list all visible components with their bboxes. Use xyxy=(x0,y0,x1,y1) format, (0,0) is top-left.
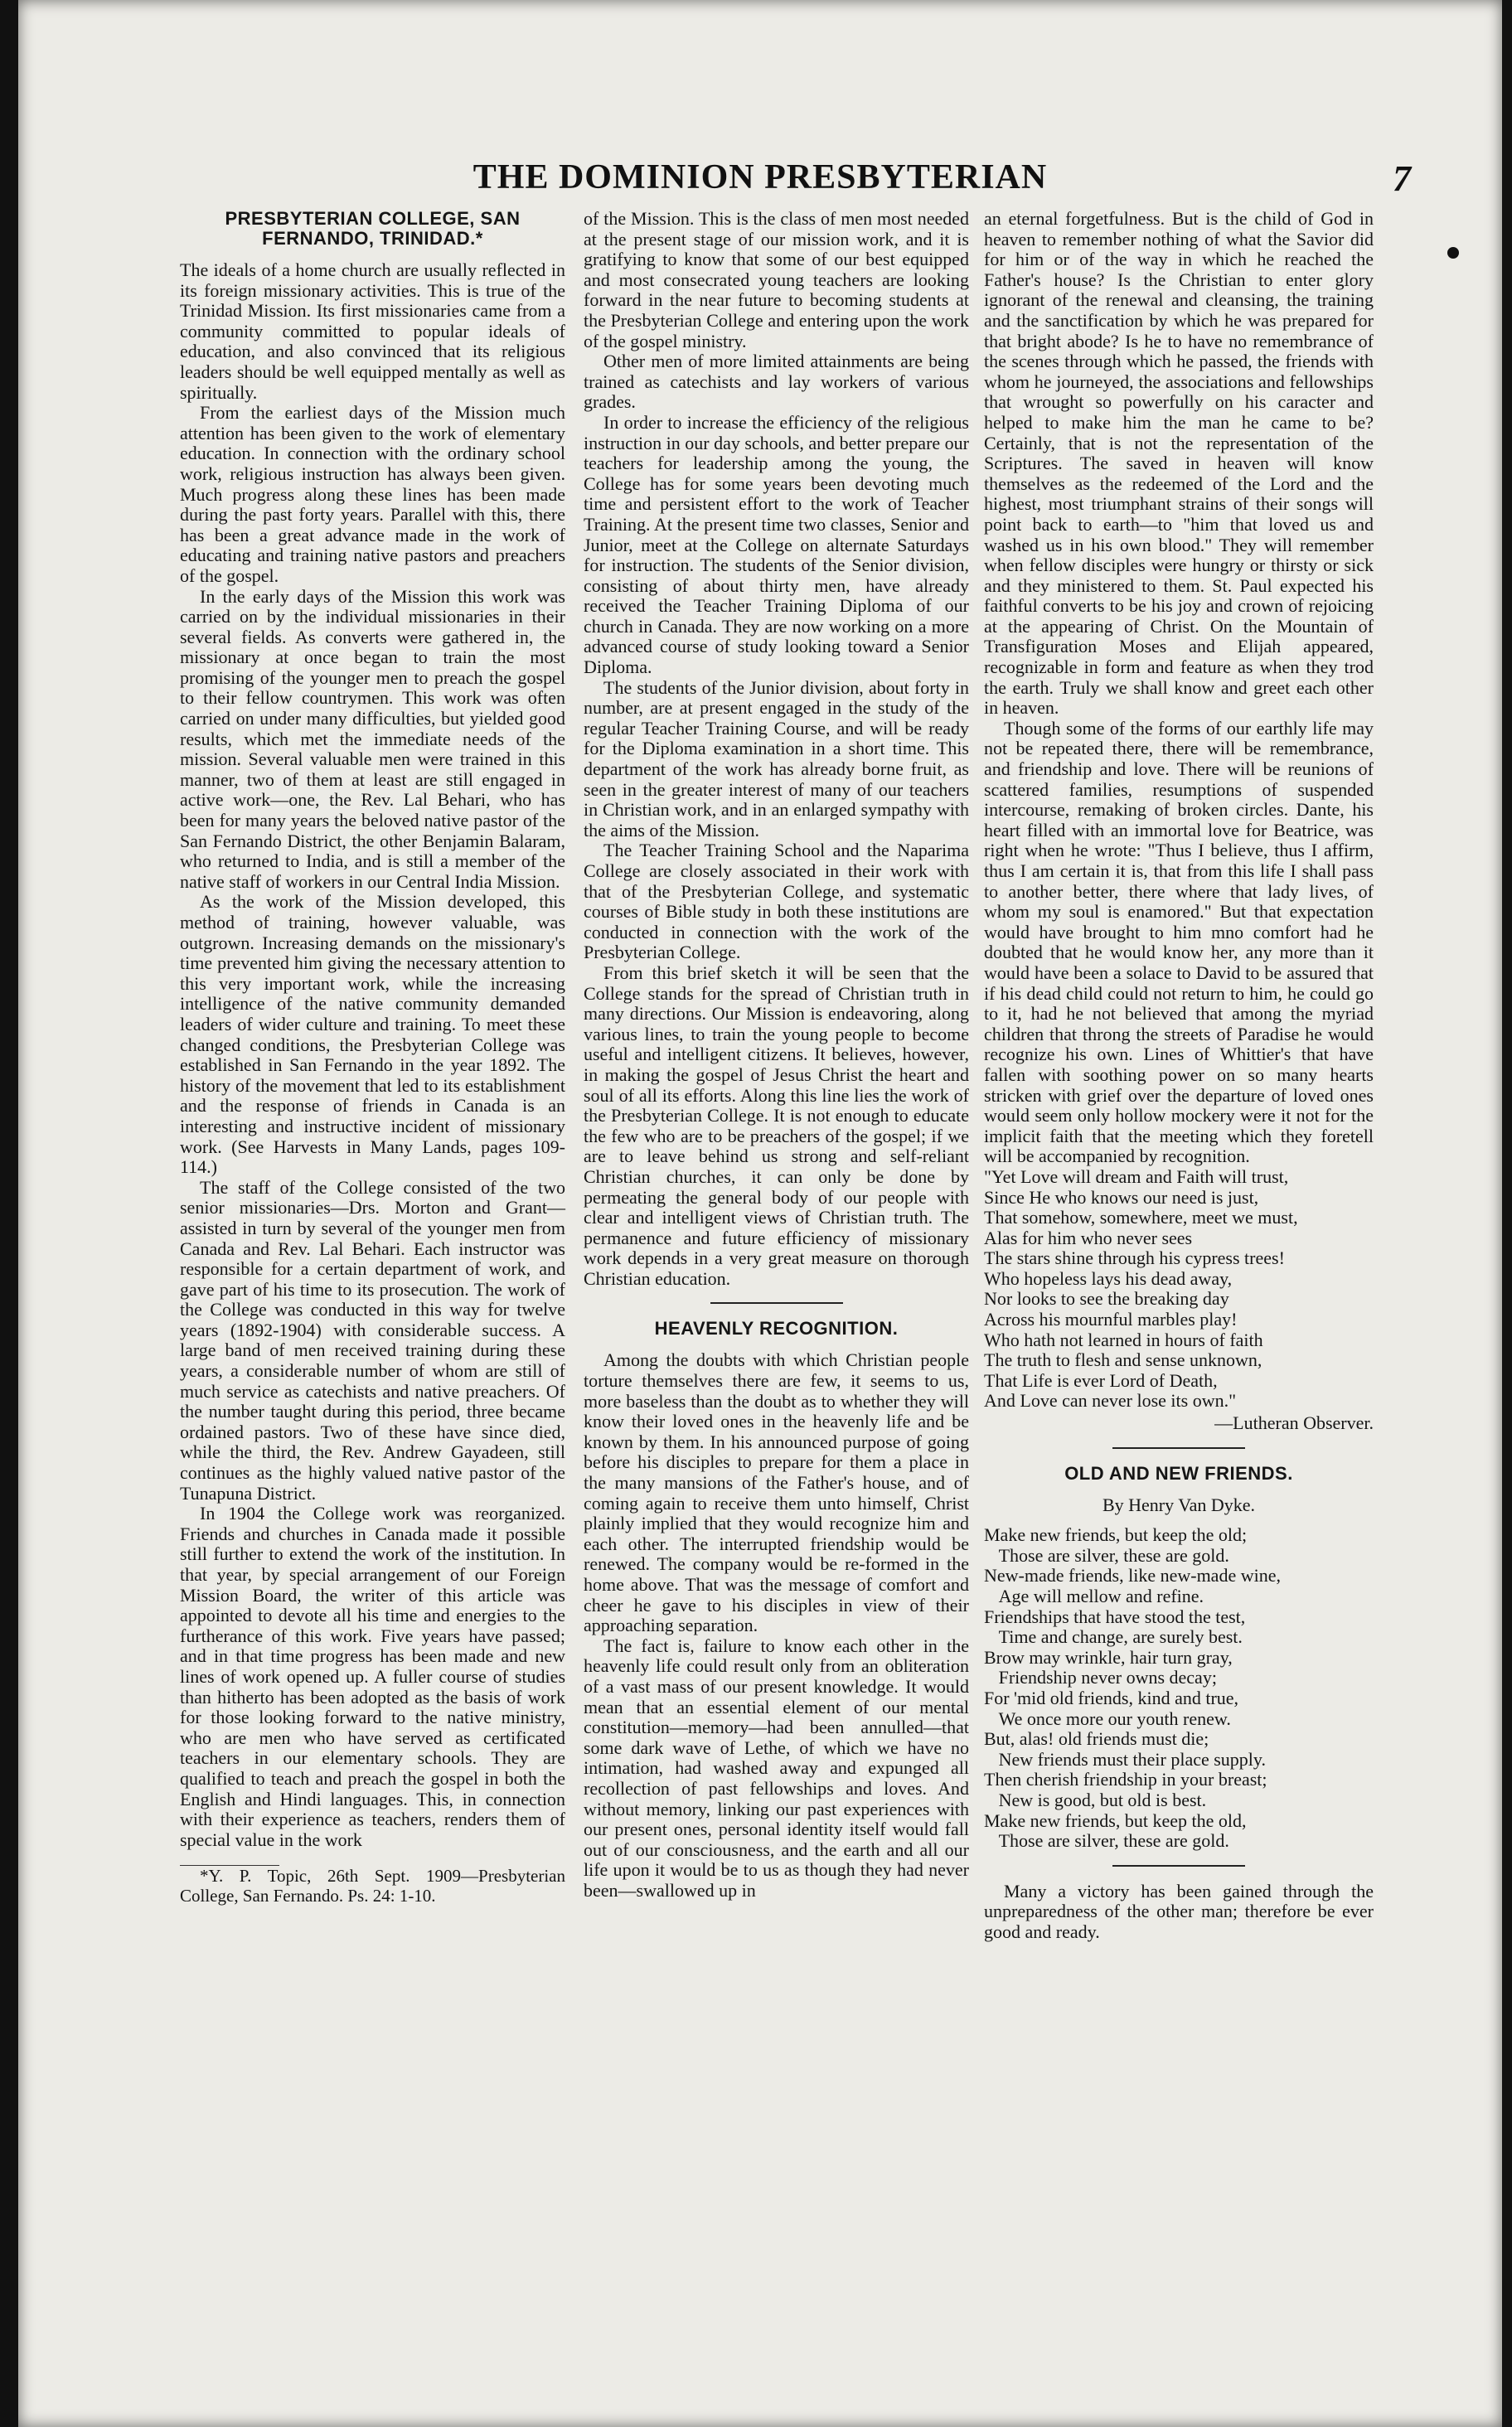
poem-line: Make new friends, but keep the old; xyxy=(984,1524,1248,1546)
poem-line: Then cherish friendship in your breast; xyxy=(984,1769,1267,1790)
poem-line: New-made friends, like new-made wine, xyxy=(984,1565,1281,1587)
poem-line: For 'mid old friends, kind and true, xyxy=(984,1687,1239,1708)
poem-line: Brow may wrinkle, hair turn gray, xyxy=(984,1646,1233,1668)
poem-line: That Life is ever Lord of Death, xyxy=(984,1369,1218,1391)
article-heading-friends: OLD AND NEW FRIENDS. xyxy=(1064,1462,1293,1484)
article-paragraph: The ideals of a home church are usually reflected in its foreign missionary activities. This is true of the Trinidad Mission. Its first missionaries came from a community committed to popular ideals of education, and also convinced that its religious leaders should be well equipped mentally as well as spiritually. xyxy=(180,259,565,403)
poem-line: Who hopeless lays his dead away, xyxy=(984,1267,1233,1289)
poem-line: "Yet Love will dream and Faith will trust, xyxy=(984,1165,1289,1187)
ink-dot xyxy=(1447,247,1459,259)
closing-paragraph: Many a victory has been gained through the unpreparedness of the other man; therefore be ever good and ready. xyxy=(984,1880,1374,1942)
poem-line: Nor looks to see the breaking day xyxy=(984,1288,1229,1310)
article-paragraph: Though some of the forms of our earthly life may not be repeated there, there will be remembrance, and friendship and love. There will be reunions of scattered families, resumptions of suspended intercourse, remaking of broken circles. Dante, his heart filled with an immortal love for Beatrice, was right when he wrote: "Thus I believe, thus I affirm, thus I am certain it is, that from this life I shall pass to another better, there where that lady lives, of whom my soul is enamored." But that expectation would have brought to him mno comfort had he doubted that he would know her, any more than it would have been a solace to David to be assured that if his dead child could not return to him, he could go to it, had he not believed that among the myriad children that throng the streets of Paradise he would recognize his own. Lines of Whittier's that have fallen with soothing power on so many hearts stricken with grief over the departure of loved ones would seem only hollow mockery were it not for the implicit faith that the meeting which they foretell will be accompanied by recognition. xyxy=(984,717,1374,1167)
poem-line: New is good, but old is best. xyxy=(998,1789,1207,1810)
poem-line: Friendships that have stood the test, xyxy=(984,1606,1246,1627)
article-paragraph: The staff of the College consisted of the two senior missionaries—Drs. Morton and Grant—assisted in turn by several of the younger men from Canada and Rev. Lal Behari. Each instructor was responsible for a certain department of work, and gave part of his time to its prosecution. The work of the College was conducted in this way for twelve years (1892-1904) with considerable success. A large band of men received training during these years, a considerable number of whom are still of much service as catechists and native preachers. Of the number taught during this period, three became ordained pastors. Two of these have since died, while the third, the Rev. Andrew Gayadeen, still continues as the highly valued native pastor of the Tunapuna District. xyxy=(180,1176,565,1504)
article-paragraph: In 1904 the College work was reorganized. Friends and churches in Canada made it possible still further to extend the work of the institution. In that year, by special arrangement of our Foreign Mission Board, the writer of this article was appointed to devote all his time and energies to the furtherance of this work. Five years have passed; and in that time progress has been made and new lines of work opened up. A fuller course of studies than hitherto has been adopted as the basis of work for those looking forward to the native ministry, who are men who have served as certificated teachers in our elementary schools. They are qualified to teach and preach the gospel in both the English and Hindi languages. This, in connection with their experience as teachers, renders them of special value in the work xyxy=(180,1503,565,1850)
page-number: 7 xyxy=(1393,158,1411,199)
author-byline: By Henry Van Dyke. xyxy=(1102,1494,1256,1515)
poem-line: The stars shine through his cypress trees! xyxy=(984,1247,1285,1269)
poem-line: Age will mellow and refine. xyxy=(998,1586,1204,1606)
article-paragraph: In order to increase the efficiency of the religious instruction in our day schools, and better prepare our teachers for leadership among the young, the College has for some years been devoting much time and persistent effort to the work of Teacher Training. At the present time two classes, Senior and Junior, meet at the College on alternate Saturdays for instruction. The students of the Senior division, consisting of about thirty men, have already received the Teacher Training Diploma of our church in Canada. They are now working on a more advanced course of study looking toward a Senior Diploma. xyxy=(584,411,969,678)
article-paragraph: As the work of the Mission developed, this method of training, however valuable, was outgrown. Increasing demands on the missionary's time prevented him giving the necessary attention to this very important work, while the increasing intelligence of the native community demanded leaders of wider culture and training. To meet these changed conditions, the Presbyterian College was established in San Fernando in the year 1892. The history of the movement that led to its establishment and the response of friends in Canada is an interesting and instructive incident of missionary work. (See Harvests in Many Lands, pages 109-114.) xyxy=(180,891,565,1178)
poem-line: Who hath not learned in hours of faith xyxy=(984,1329,1263,1350)
poem-line: That somehow, somewhere, meet we must, xyxy=(984,1207,1298,1228)
footnote: *Y. P. Topic, 26th Sept. 1909—Presbyterian College, San Fernando. Ps. 24: 1-10. xyxy=(180,1866,565,1906)
article-heading-recognition: HEAVENLY RECOGNITION. xyxy=(654,1318,899,1339)
publication-title: THE DOMINION PRESBYTERIAN xyxy=(472,158,1048,196)
section-divider xyxy=(1112,1865,1245,1867)
section-divider xyxy=(710,1302,843,1304)
attribution: —Lutheran Observer. xyxy=(1214,1412,1374,1434)
article-paragraph: In the early days of the Mission this work was carried on by the individual missionaries in their several fields. As converts were gathered in, the missionary at once began to train the most promising of the younger men to preach the gospel to their fellow countrymen. This work was often carried on under many difficulties, but yielded good results, which met the immediate needs of the mission. Several valuable men were trained in this manner, two of them at least are still engaged in active work—one, the Rev. Lal Behari, who has been for many years the beloved native pastor of the San Fernando District, the other Benjamin Balaram, who returned to India, and is still a member of the native staff of workers in our Central India Mission. xyxy=(180,585,565,892)
article-heading-college: PRESBYTERIAN COLLEGE, SAN FERNANDO, TRINIDAD.* xyxy=(225,208,521,249)
column-1 xyxy=(180,209,565,1906)
article-paragraph: From this brief sketch it will be seen that the College stands for the spread of Christian truth in many directions. Our Mission is endeavoring, along various lines, to train the young people to become useful and intelligent citizens. It believes, however, in making the gospel of Jesus Christ the heart and soul of all its efforts. Along this line lies the work of the Presbyterian College. It is not enough to educate the few who are to be preachers of the gospel; if we are to leave behind us strong and self-reliant Christian churches, it can only be done by permeating the general body of our people with clear and intelligent views of Christian truth. The permanence and future efficiency of missionary work depends in a very great measure on thorough Christian education. xyxy=(584,962,969,1289)
article-paragraph: Among the doubts with which Christian people torture themselves there are few, it seems to us, more baseless than the doubt as to whether they will know their loved ones in the heavenly life and be known by them. In his announced purpose of going before his disciples to prepare for them a place in the many mansions of the Father's house, and of coming again to receive them unto himself, Christ plainly implied that they would recognize him and each other. The interrupted friendship would be renewed. The company would be re-formed in the home above. That was the message of comfort and cheer he gave to his disciples in view of their approaching separation. xyxy=(584,1349,969,1636)
column-3 xyxy=(984,209,1374,1943)
whittier-poem xyxy=(984,1167,1374,1412)
poem-line: The truth to flesh and sense unknown, xyxy=(984,1349,1262,1371)
poem-line: We once more our youth renew. xyxy=(998,1708,1231,1729)
section-divider xyxy=(1112,1447,1245,1449)
poem-line: Alas for him who never sees xyxy=(984,1227,1193,1248)
article-paragraph: From the earliest days of the Mission much attention has been given to the work of elementary education. In connection with the ordinary school work, religious instruction has always been given. Much progress along these lines has been made during the past forty years. Parallel with this, there has been a great advance made in the work of educating and training native pastors and preachers of the gospel. xyxy=(180,402,565,586)
poem-line: Those are silver, these are gold. xyxy=(998,1544,1229,1566)
article-paragraph: The fact is, failure to know each other in the heavenly life could result only from an obliteration of a vast mass of our present knowledge. It would mean that an essential element of our mental constitution—memory—had been annulled—that some dark wave of Lethe, of which we have no intimation, had washed away and expunged all recollection of past fellowships and loves. And without memory, linking our past experiences with our present ones, personal identity itself would fall out of our consciousness, and the earth and all our life upon it would be to us as though they had never been—swallowed up in xyxy=(584,1635,969,1901)
article-paragraph: an eternal forgetfulness. But is the child of God in heaven to remember nothing of what the Savior did for him or of the way in which he reached the Father's house? Is the Christian to enter glory ignorant of the renewal and cleansing, the training and the sanctification by which he was prepared for that bright abode? Is he to have no remembrance of the scenes through which he passed, the friends with whom he journeyed, the associations and fellowships that wrought so powerfully on his caracter and helped to make him the man he came to be? Certainly, that is not the representation of the Scriptures. The saved in heaven will know themselves as the redeemed of the Lord and the highest, most triumphant strains of their songs will point back to earth—to "him that loved us and washed us in his own blood." They will remember when fellow disciples were hungry or thirsty or sick and they ministered to them. St. Paul expected his faithful converts to be his joy and crown of rejoicing at the appearing of Christ. On the Mountain of Transfiguration Moses and Elijah appeared, recognizable in form and feature as when they trod the earth. Truly we shall know and greet each other in heaven. xyxy=(984,208,1374,719)
poem-line: But, alas! old friends must die; xyxy=(984,1728,1209,1750)
poem-line: And Love can never lose its own." xyxy=(984,1390,1237,1412)
column-2 xyxy=(584,209,969,1901)
poem-line: New friends must their place supply. xyxy=(998,1748,1266,1770)
poem-line: Time and change, are surely best. xyxy=(998,1626,1243,1648)
article-paragraph: The Teacher Training School and the Naparima College are closely associated in their work with that of the Presbyterian College, and systematic courses of Bible study in both these institutions are conducted in connection with the work of the Presbyterian College. xyxy=(584,840,969,963)
article-paragraph: Other men of more limited attainments are being trained as catechists and lay workers of various grades. xyxy=(584,351,969,413)
running-head xyxy=(18,157,1502,199)
poem-line: Make new friends, but keep the old, xyxy=(984,1809,1247,1831)
friends-poem xyxy=(984,1525,1374,1852)
article-paragraph: of the Mission. This is the class of men most needed at the present stage of our mission work, and it is gratifying to know that some of our best equipped and most consecrated young teachers are looking forward in the near future to becoming students at the Presbyterian College and entering upon the work of the gospel ministry. xyxy=(584,208,969,351)
poem-line: Those are silver, these are gold. xyxy=(998,1830,1229,1852)
article-paragraph: The students of the Junior division, about forty in number, are at present engaged in the study of the regular Teacher Training Course, and will be ready for the Diploma examination in a short time. This department of the work has already borne fruit, as seen in the greater interest of many of our teachers in Christian work, and in an enlarged sympathy with the aims of the Mission. xyxy=(584,676,969,840)
newspaper-page xyxy=(18,0,1502,2427)
poem-line: Friendship never owns decay; xyxy=(998,1667,1217,1688)
poem-line: Since He who knows our need is just, xyxy=(984,1186,1259,1208)
poem-line: Across his mournful marbles play! xyxy=(984,1309,1238,1330)
